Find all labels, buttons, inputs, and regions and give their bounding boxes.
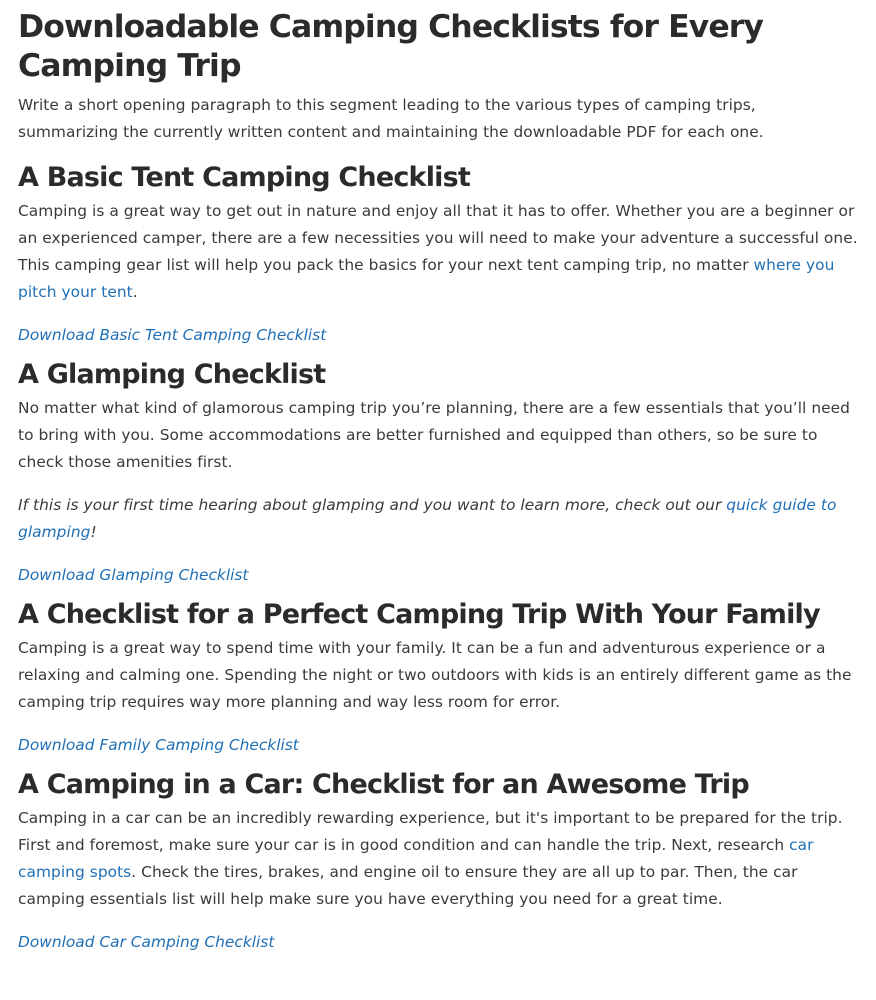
body-text-end: . Check the tires, brakes, and engine oil to ensure they are all up to par. Then, the car camping essentials list will help make sure you have everything you need for a great time. [18, 863, 798, 908]
glamping-guide-link[interactable]: quick guide to glamping [18, 496, 837, 541]
note-text-end: ! [90, 523, 97, 541]
download-glamping-link[interactable]: Download Glamping Checklist [18, 566, 249, 584]
section-glamping [18, 359, 858, 589]
download-car-camping-link[interactable]: Download Car Camping Checklist [18, 933, 275, 951]
section-body-family: Camping is a great way to spend time with your family. It can be a fun and adventurous experience or a relaxing and calming one. Spending the night or two outdoors with kids is an entirely different game as the camping trip requires way more planning and way less room for error. [18, 639, 852, 711]
body-text-end: . [132, 283, 138, 301]
section-heading-car-camping: A Camping in a Car: Checklist for an Awesome Trip [18, 769, 749, 800]
glamping-note [18, 492, 858, 546]
car-camping-spots-link[interactable]: car camping spots [18, 836, 814, 881]
download-basic-tent-link[interactable]: Download Basic Tent Camping Checklist [18, 326, 327, 344]
section-body-glamping: No matter what kind of glamorous camping trip you’re planning, there are a few essentials that you’ll need to bring with you. Some accommodations are better furnished and equipped than others, so be sure to check those amenities first. [18, 399, 850, 471]
section-body-basic-tent [18, 198, 858, 306]
body-text: Camping is a great way to get out in nature and enjoy all that it has to offer. Whether you are a beginner or an experienced camper, there are a few necessities you will need to make your adventure a successful one. This camping gear list will help you pack the basics for your next tent camping trip, no matter [18, 202, 858, 274]
note-text: If this is your first time hearing about glamping and you want to learn more, check out our [18, 496, 727, 514]
pitch-tent-link[interactable]: where you pitch your tent [18, 256, 835, 301]
section-basic-tent [18, 162, 858, 349]
section-body-car-camping [18, 805, 858, 913]
page-title: Downloadable Camping Checklists for Every Camping Trip [18, 9, 764, 84]
section-heading-family: A Checklist for a Perfect Camping Trip With Your Family [18, 599, 820, 630]
body-text: Camping in a car can be an incredibly rewarding experience, but it's important to be prepared for the trip. First and foremost, make sure your car is in good condition and can handle the trip. Next, research [18, 809, 843, 854]
section-heading-glamping: A Glamping Checklist [18, 359, 326, 390]
section-car-camping [18, 769, 858, 956]
intro-paragraph: Write a short opening paragraph to this segment leading to the various types of camping trips, summarizing the currently written content and maintaining the downloadable PDF for each one. [18, 96, 764, 141]
download-family-link[interactable]: Download Family Camping Checklist [18, 736, 299, 754]
section-family [18, 599, 858, 759]
section-heading-basic-tent: A Basic Tent Camping Checklist [18, 162, 470, 193]
